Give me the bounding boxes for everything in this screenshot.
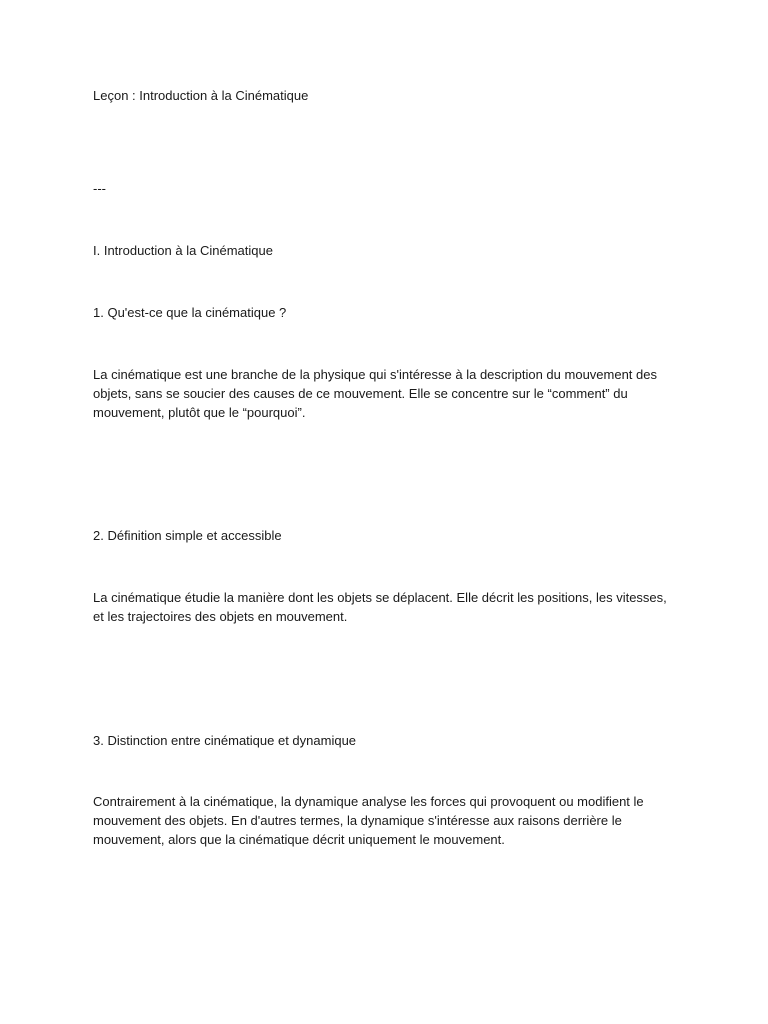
section-heading: I. Introduction à la Cinématique [93,243,273,258]
subsection-paragraph-3: Contrairement à la cinématique, la dynamique analyse les forces qui provoquent ou modifient le mouvement des objets. En d'autres termes, la dynamique s'intéresse aux raisons derrière le mouvement, alors que la cinématique décrit uniquement le mouvement. [93,794,644,847]
subsection-paragraph-2: La cinématique étudie la manière dont les objets se déplacent. Elle décrit les positions, les vitesses, et les trajectoires des objets en mouvement. [93,590,667,624]
subsection-heading-1: 1. Qu'est-ce que la cinématique ? [93,305,287,320]
subsection-heading-3: 3. Distinction entre cinématique et dynamique [93,733,357,748]
document-title: Leçon : Introduction à la Cinématique [93,88,309,103]
subsection-heading-2: 2. Définition simple et accessible [93,528,282,543]
subsection-paragraph-1: La cinématique est une branche de la physique qui s'intéresse à la description du mouvement des objets, sans se soucier des causes de ce mouvement. Elle se concentre sur le “comment” du mouvement, plutôt que le “pourquoi”. [93,367,657,420]
separator-line: --- [93,181,106,196]
